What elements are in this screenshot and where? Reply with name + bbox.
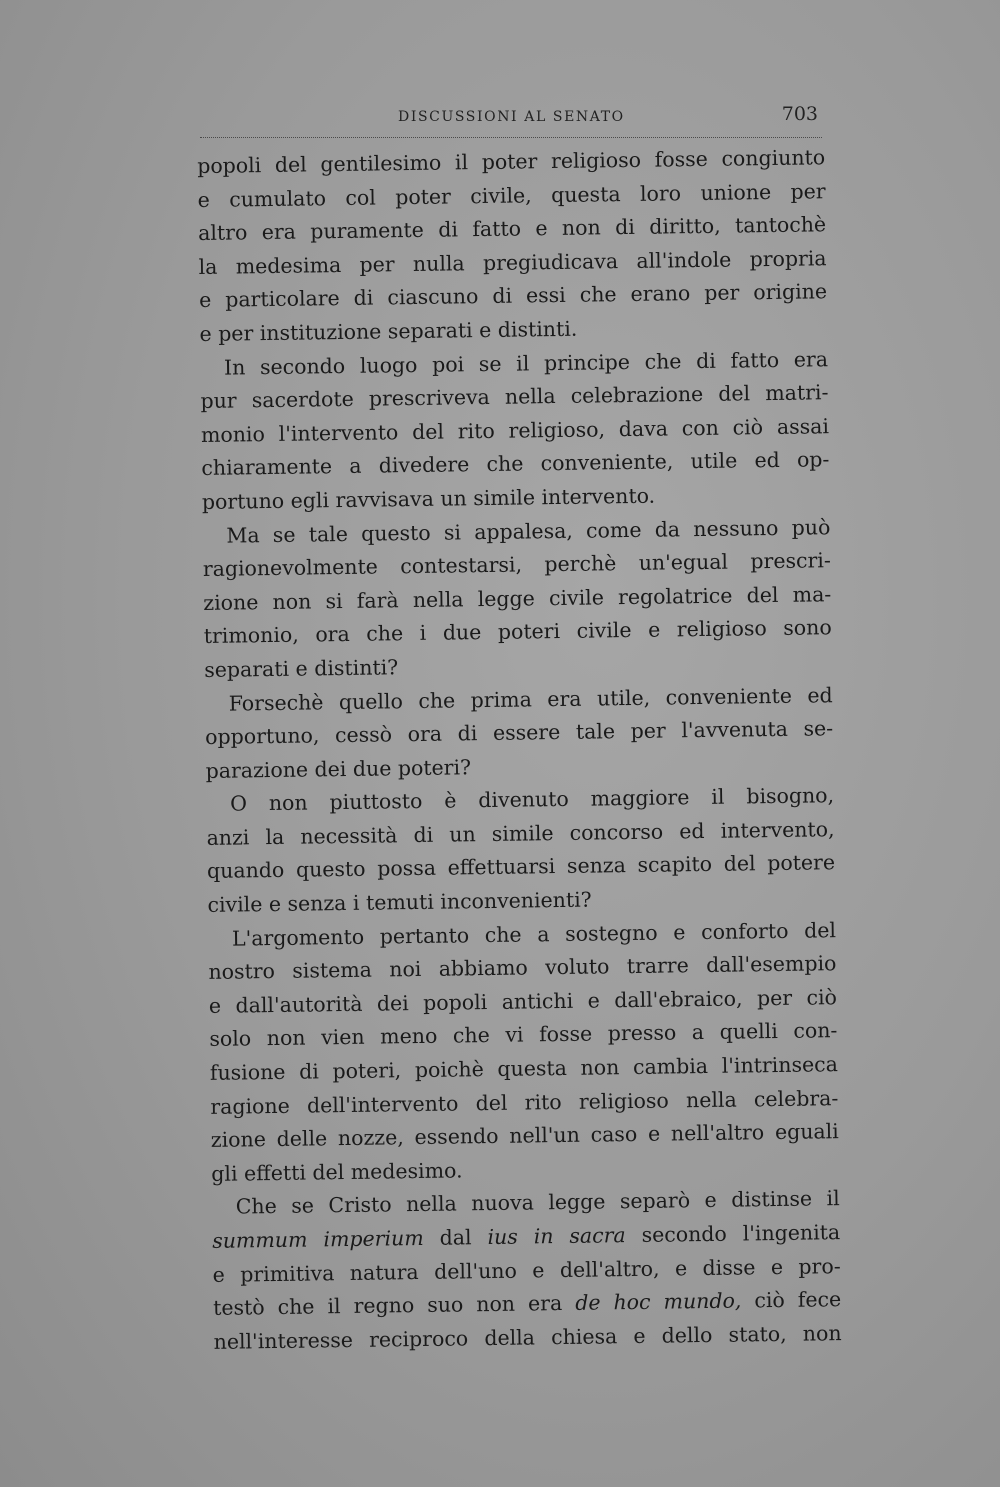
text-line: nostro sistema noi abbiamo voluto trarre dall'esempio (208, 951, 837, 985)
text-line: chiaramente a divedere che conveniente, utile ed op- (201, 447, 830, 481)
text-line: e particolare di ciascuno di essi che erano per origine (198, 279, 828, 313)
text-fragment: dal (423, 1225, 488, 1250)
text-line: portuno egli ravvisava un simile intervento. (201, 483, 656, 514)
italic-phrase: de hoc mundo, (575, 1288, 742, 1316)
text-line: Che se Cristo nella nuova legge separò e distinse il (235, 1186, 840, 1219)
text-line: solo non vien meno che vi fosse presso a quelli con- (209, 1018, 838, 1052)
text-line: quando questo possa effettuarsi senza scapito del potere (206, 850, 836, 884)
page-number: 703 (781, 103, 818, 125)
text-line: nell'interesse reciproco della chiesa e dello stato, non (213, 1320, 842, 1354)
text-line: zione delle nozze, essendo nell'un caso e nell'altro eguali (210, 1119, 839, 1153)
text-line: ragionevolmente contestarsi, perchè un'egual prescri- (202, 548, 831, 582)
text-line: fusione di poteri, poichè questa non cambia l'intrinseca (209, 1052, 838, 1085)
text-line: ragione dell'intervento del rito religioso nella celebra- (210, 1085, 839, 1119)
header-rule (200, 137, 822, 138)
text-line: altro era puramente di fatto e non di diritto, tantochè (197, 212, 827, 246)
text-fragment: testò che il regno suo non era (213, 1291, 576, 1321)
running-head: DISCUSSIONI AL SENATO (398, 109, 625, 125)
text-line: In secondo luogo poi se il principe che di fatto era (223, 346, 829, 380)
text-line: civile e senza i temuti inconvenienti? (207, 887, 592, 917)
italic-phrase: summum imperium (212, 1225, 424, 1253)
text-line: Ma se tale questo si appalesa, come da nessuno può (226, 514, 831, 548)
body-text (197, 141, 842, 1359)
text-line: L'argomento pertanto che a sostegno e conforto del (231, 917, 837, 951)
italic-phrase: ius in sacra (487, 1223, 626, 1250)
page-header (200, 103, 822, 133)
text-line: anzi la necessità di un simile concorso ed intervento, (206, 817, 835, 850)
text-line: e cumulato col poter civile, questa loro unione per (197, 178, 826, 212)
text-line: e per instituzione separati e distinti. (199, 316, 578, 346)
text-line: parazione dei due poteri? (205, 754, 472, 783)
text-fragment: ciò fece (741, 1287, 842, 1313)
text-line: O non piuttosto è divenuto maggiore il bisogno, (229, 783, 835, 816)
text-line: la medesima per nulla pregiudicava all'indole propria (198, 246, 827, 279)
text-line: gli effetti del medesimo. (211, 1158, 463, 1186)
text-line: e dall'autorità dei popoli antichi e dall'ebraico, per ciò (208, 984, 838, 1018)
text-line: pur sacerdote prescriveva nella celebrazione del matri- (200, 380, 829, 414)
text-line: popoli del gentilesimo il poter religioso fosse congiunto (197, 145, 826, 178)
text-line: separati e distinti? (204, 655, 399, 682)
text-fragment: secondo l'ingenita (625, 1220, 841, 1248)
text-line: trimonio, ora che i due poteri civile e religioso sono (203, 615, 832, 649)
text-line: Forsechè quello che prima era utile, conveniente ed (228, 682, 833, 716)
text-line: zione non si farà nella legge civile regolatrice del ma- (203, 581, 832, 615)
text-line: e primitiva natura dell'uno e dell'altro, e disse e pro- (212, 1253, 841, 1287)
text-line: monio l'intervento del rito religioso, dava con ciò assai (200, 413, 830, 447)
text-line: opportuno, cessò ora di essere tale per l'avvenuta se- (205, 716, 834, 750)
